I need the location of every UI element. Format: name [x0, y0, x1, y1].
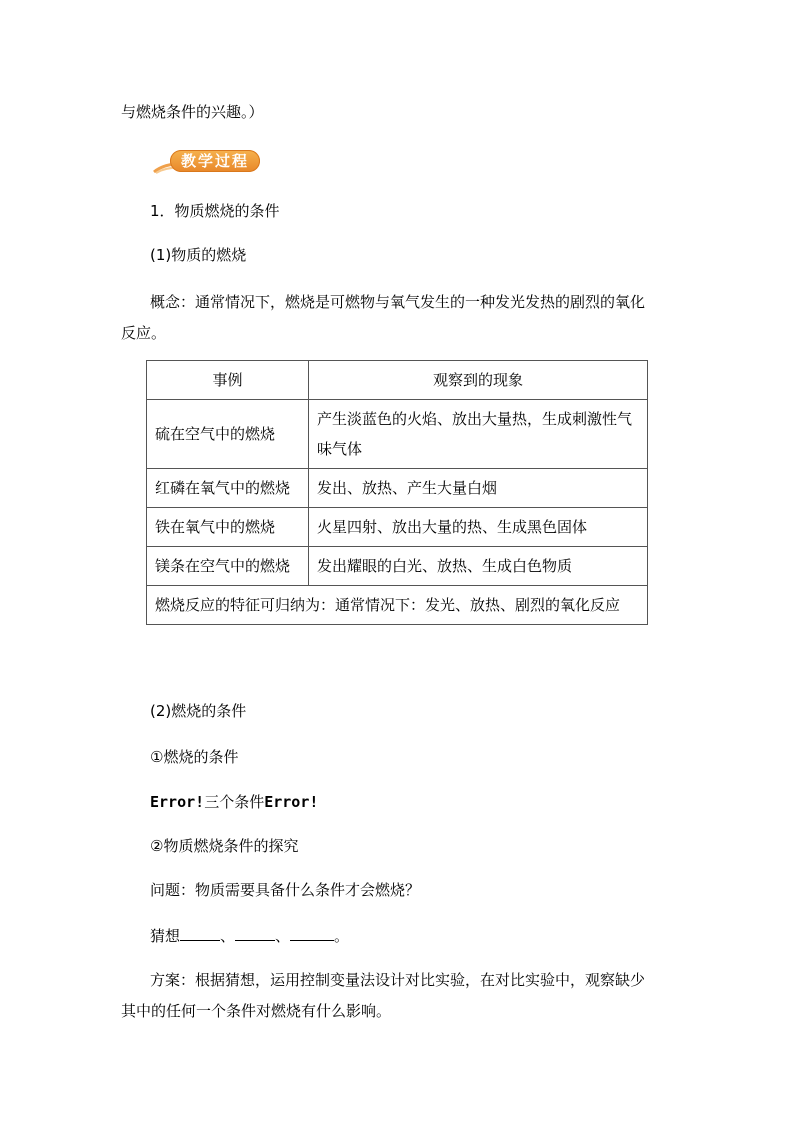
table-cell-phenomenon: 发出、放热、产生大量白烟 [309, 469, 648, 508]
question-text: 问题：物质需要具备什么条件才会燃烧？ [150, 881, 421, 899]
guess-blank-1[interactable] [180, 926, 220, 941]
item-conditions: ①燃烧的条件 [150, 748, 239, 766]
plan-line-1: 方案：根据猜想，运用控制变量法设计对比实验，在对比实验中，观察缺少 [150, 971, 646, 989]
guess-blank-3[interactable] [290, 926, 334, 941]
table-cell-example: 铁在氧气中的燃烧 [147, 508, 309, 547]
intro-tail-text: 与燃烧条件的兴趣。） [121, 103, 264, 121]
table-row [147, 400, 648, 469]
subheading-combustion: (1)物质的燃烧 [150, 246, 247, 264]
error-line [150, 792, 318, 812]
table-cell-phenomenon: 发出耀眼的白光、放热、生成白色物质 [309, 547, 648, 586]
combustion-table [146, 360, 648, 625]
section-heading: 1．物质燃烧的条件 [150, 202, 280, 220]
table-header-cell: 观察到的现象 [309, 361, 648, 400]
guess-line [150, 926, 349, 946]
banner-label: 教学过程 [170, 150, 260, 172]
plan-line-2: 其中的任何一个条件对燃烧有什么影响。 [121, 1002, 392, 1020]
table-summary-row [147, 586, 648, 625]
guess-label: 猜想 [150, 927, 181, 945]
table-cell-example: 硫在空气中的燃烧 [147, 400, 309, 469]
error-suffix: Error! [264, 793, 319, 811]
guess-blank-2[interactable] [235, 926, 275, 941]
table-cell-example: 镁条在空气中的燃烧 [147, 547, 309, 586]
concept-line-2: 反应。 [121, 324, 167, 342]
table-cell-phenomenon: 火星四射、放出大量的热、生成黑色固体 [309, 508, 648, 547]
table-cell-example: 红磷在氧气中的燃烧 [147, 469, 309, 508]
guess-separator: 、 [275, 927, 291, 945]
table-header-row [147, 361, 648, 400]
table-cell-phenomenon: 产生淡蓝色的火焰、放出大量热，生成刺激性气味气体 [309, 400, 648, 469]
item-exploration: ②物质燃烧条件的探究 [150, 837, 299, 855]
table-row [147, 547, 648, 586]
error-mid: 三个条件 [204, 793, 265, 811]
concept-line-1: 概念：通常情况下，燃烧是可燃物与氧气发生的一种发光发热的剧烈的氧化 [150, 293, 646, 311]
teaching-process-banner [152, 146, 262, 176]
table-summary-cell: 燃烧反应的特征可归纳为：通常情况下：发光、放热、剧烈的氧化反应 [147, 586, 648, 625]
guess-end: 。 [334, 927, 350, 945]
table-row [147, 469, 648, 508]
subheading-conditions: (2)燃烧的条件 [150, 702, 247, 720]
guess-separator: 、 [220, 927, 236, 945]
table-row [147, 508, 648, 547]
error-prefix: Error! [150, 793, 205, 811]
table-header-cell: 事例 [147, 361, 309, 400]
